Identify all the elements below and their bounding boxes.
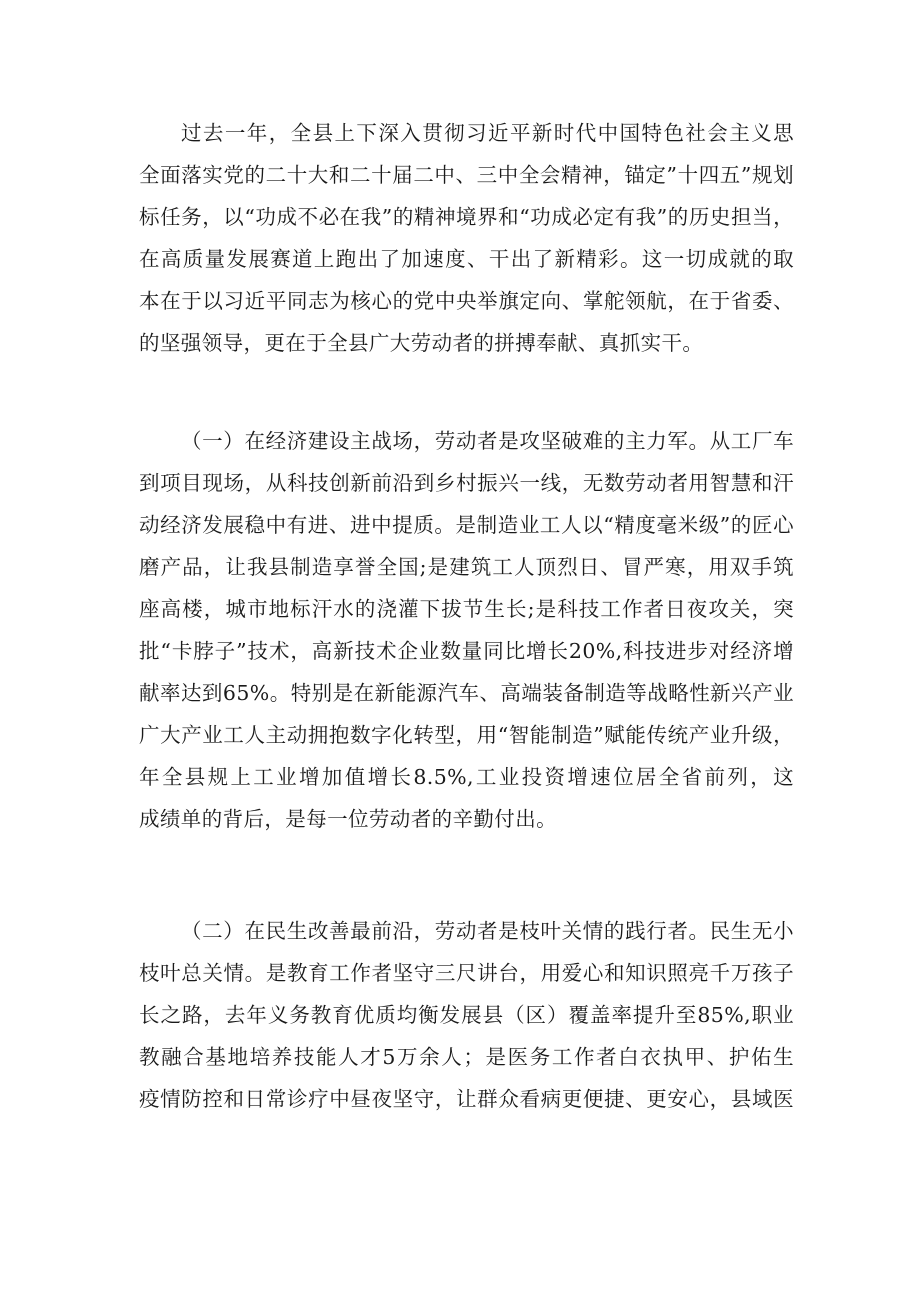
text-line: 本在于以习近平同志为核心的党中央举旗定向、掌舵领航，在于省委、 xyxy=(139,289,794,313)
paragraph-livelihood xyxy=(139,910,794,1120)
paragraph-economy xyxy=(139,420,794,840)
text-line: 疫情防控和日常诊疗中昼夜坚守，让群众看病更便捷、更安心，县域医 xyxy=(139,1087,794,1111)
text-line: 教融合基地培养技能人才5万余人；是医务工作者白衣执甲、护佑生 xyxy=(139,1045,794,1069)
text-line: 批“卡脖子”技术，高新技术企业数量同比增长20%,科技进步对经济增 xyxy=(139,639,794,663)
text-line: 全面落实党的二十大和二十届二中、三中全会精神，锚定”十四五”规划 xyxy=(139,163,794,187)
text-line: 过去一年，全县上下深入贯彻习近平新时代中国特色社会主义思 xyxy=(181,121,794,145)
text-line: 的坚强领导，更在于全县广大劳动者的拼搏奉献、真抓实干。 xyxy=(139,331,704,355)
text-line: 广大产业工人主动拥抱数字化转型，用“智能制造”赋能传统产业升级， xyxy=(139,723,794,747)
text-line: （一）在经济建设主战场，劳动者是攻坚破难的主力军。从工厂车 xyxy=(181,429,794,453)
text-line: 标任务，以“功成不必在我”的精神境界和“功成必定有我”的历史担当， xyxy=(139,205,794,229)
text-line: 在高质量发展赛道上跑出了加速度、干出了新精彩。这一切成就的取 xyxy=(139,247,794,271)
text-line: 动经济发展稳中有进、进中提质。是制造业工人以“精度毫米级”的匠心 xyxy=(139,513,794,537)
text-line: 到项目现场，从科技创新前沿到乡村振兴一线，无数劳动者用智慧和汗 xyxy=(139,471,794,495)
text-line: 献率达到65%。特别是在新能源汽车、高端装备制造等战略性新兴产业 xyxy=(139,681,794,705)
text-line: 磨产品，让我县制造享誉全国;是建筑工人顶烈日、冒严寒，用双手筑 xyxy=(139,555,794,579)
text-line: 长之路，去年义务教育优质均衡发展县（区）覆盖率提升至85%,职业 xyxy=(139,1003,794,1027)
text-line: （二）在民生改善最前沿，劳动者是枝叶关情的践行者。民生无小 xyxy=(181,919,794,943)
paragraph-intro xyxy=(139,112,794,364)
text-line: 座高楼，城市地标汗水的浇灌下拔节生长;是科技工作者日夜攻关，突 xyxy=(139,597,794,621)
text-line: 成绩单的背后，是每一位劳动者的辛勤付出。 xyxy=(139,807,557,831)
text-line: 枝叶总关情。是教育工作者坚守三尺讲台，用爱心和知识照亮千万孩子 xyxy=(139,961,794,985)
text-line: 年全县规上工业增加值增长8.5%,工业投资增速位居全省前列，这 xyxy=(139,765,794,789)
